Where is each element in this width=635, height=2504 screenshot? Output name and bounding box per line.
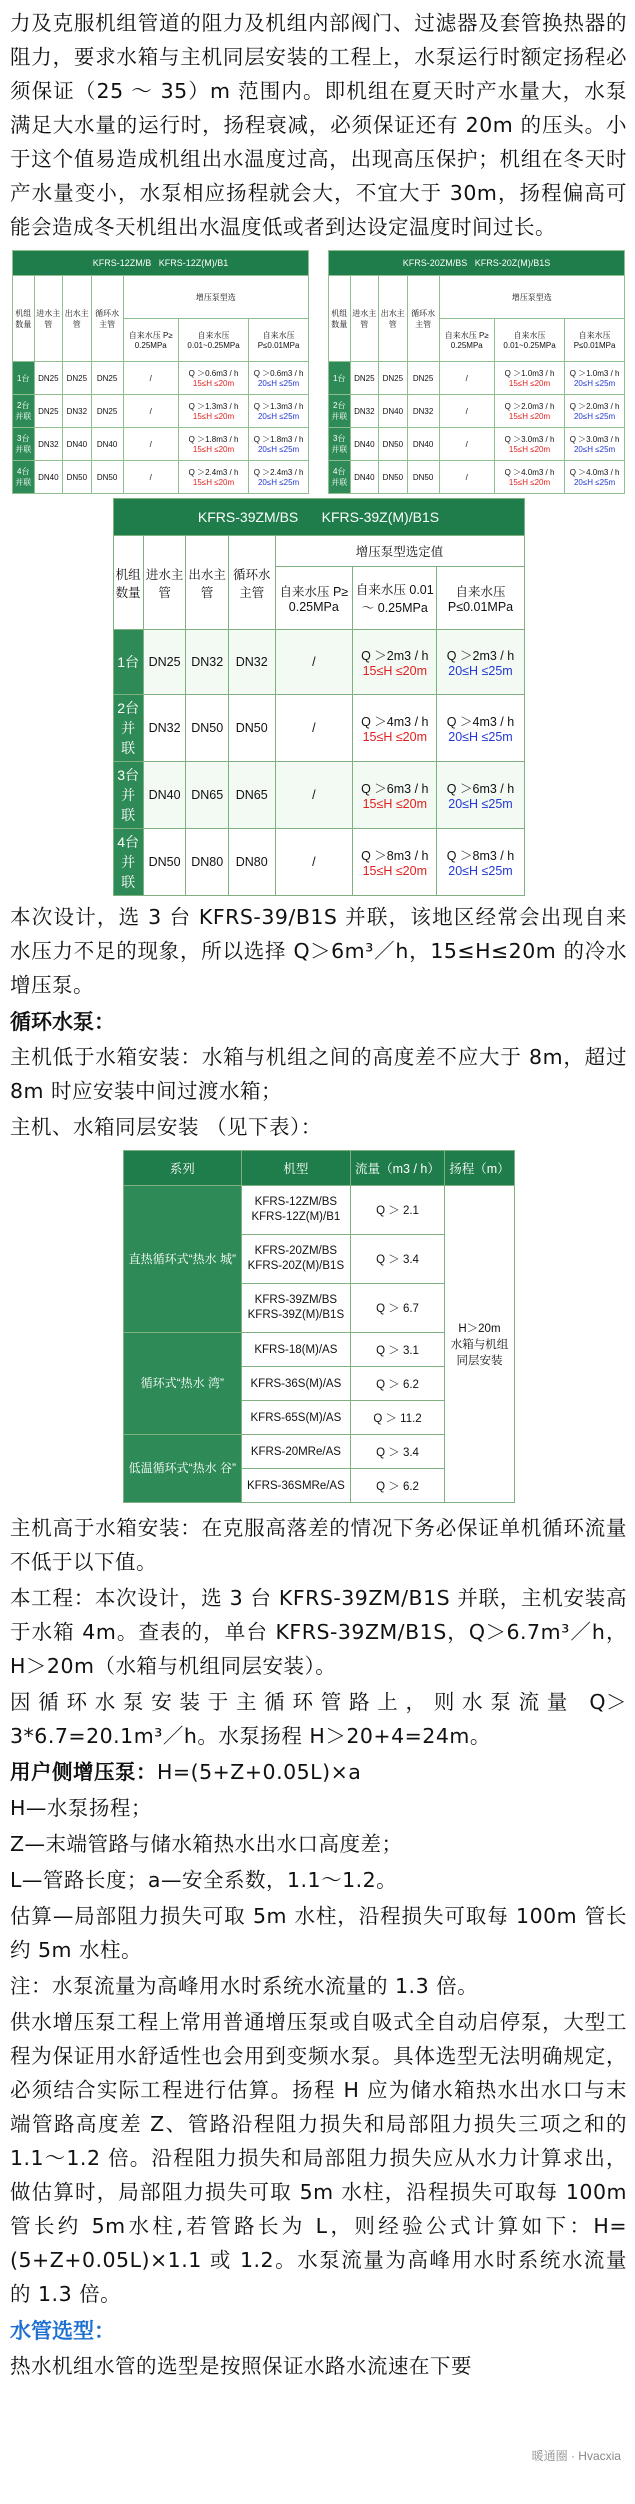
table-title-model: KFRS-12ZM/B — [92, 258, 152, 268]
cell-c-head: 20≤H ≤25m — [257, 478, 300, 487]
cell-c-head: 20≤H ≤25m — [573, 445, 616, 454]
cell-c-flow: Q ＞8m3 / h — [446, 849, 515, 863]
header-in: 进水主管 — [143, 536, 186, 630]
table-row — [329, 428, 625, 461]
big-table-wrap — [10, 498, 627, 896]
series-cell: 循环式“热水 湾” — [123, 1333, 242, 1435]
cell-c — [565, 362, 625, 395]
table-header: 自来水压 P≥ 0.25MPa — [123, 319, 178, 362]
header-pressure-b: 自来水压 0.01～ 0.25MPa — [353, 567, 437, 630]
heading-pipe-selection: 水管选型： — [10, 2319, 115, 2343]
flow-cell: Q ＞ 3.1 — [350, 1333, 445, 1367]
cell-out: DN25 — [63, 362, 92, 395]
cell-a: / — [123, 362, 178, 395]
cell-a: / — [123, 395, 178, 428]
table-row — [329, 395, 625, 428]
cell-out: DN32 — [186, 630, 229, 695]
flow-cell: Q ＞ 6.2 — [350, 1469, 445, 1503]
line-l: L—管路长度；a—安全系数，1.1～1.2。 — [10, 1868, 398, 1892]
table-header: 进水主管 — [350, 276, 379, 362]
header-loop: 循环水主管 — [228, 536, 275, 630]
model-cell: KFRS-20ZM/BS KFRS-20Z(M)/B1S — [242, 1235, 351, 1284]
cell-loop: DN25 — [91, 395, 123, 428]
loop-table-wrap — [10, 1150, 627, 1503]
heading-user-formula: H=(5+Z+0.05L)×a — [157, 1760, 362, 1784]
cell-b — [494, 461, 564, 494]
table-header: 出水主管 — [63, 276, 92, 362]
cell-c-head: 20≤H ≤25m — [573, 478, 616, 487]
cell-c — [565, 395, 625, 428]
cell-c-flow: Q ＞4m3 / h — [446, 715, 515, 729]
cell-loop: DN32 — [228, 630, 275, 695]
table-title-model: KFRS-20ZM/BS — [402, 258, 468, 268]
cell-a: / — [275, 829, 353, 896]
cell-loop: DN50 — [91, 461, 123, 494]
table-header: 循环水主管 — [407, 276, 439, 362]
flow-cell: Q ＞ 3.4 — [350, 1435, 445, 1469]
cell-c-head: 20≤H ≤25m — [448, 797, 513, 811]
cell-loop: DN25 — [91, 362, 123, 395]
row-label: 2台并联 — [329, 395, 351, 428]
cell-a: / — [439, 428, 494, 461]
series-cell: 低温循环式“热水 谷” — [123, 1435, 242, 1503]
line-estimate: 估算—局部阻力损失可取 5m 水柱，沿程损失可取每 100m 管长约 5m 水柱。 — [10, 1904, 627, 1962]
loop-header: 系列 — [123, 1151, 242, 1186]
table-row — [329, 461, 625, 494]
cell-c-flow: Q ＞1.0m3 / h — [569, 369, 620, 378]
table-title-model2: KFRS-39Z(M)/B1S — [321, 509, 440, 525]
table-title-model2: KFRS-20Z(M)/B1S — [474, 258, 551, 268]
cell-b — [494, 395, 564, 428]
cell-c-head: 20≤H ≤25m — [257, 379, 300, 388]
cell-loop: DN40 — [91, 428, 123, 461]
table-row — [113, 829, 524, 896]
table-row — [329, 362, 625, 395]
series-cell: 直热循环式“热水 城” — [123, 1186, 242, 1333]
cell-c — [437, 762, 524, 829]
cell-loop: DN50 — [407, 461, 439, 494]
cell-c-head: 20≤H ≤25m — [257, 445, 300, 454]
table-header: 自来水压 P≥ 0.25MPa — [439, 319, 494, 362]
cell-out: DN50 — [379, 428, 408, 461]
model-cell: KFRS-36S(M)/AS — [242, 1367, 351, 1401]
cell-a: / — [123, 461, 178, 494]
cell-loop: DN65 — [228, 762, 275, 829]
flow-cell: Q ＞ 3.4 — [350, 1235, 445, 1284]
cell-c-flow: Q ＞2m3 / h — [446, 649, 515, 663]
cell-b-head: 15≤H ≤20m — [508, 445, 551, 454]
paragraph-pipe: 热水机组水管的选型是按照保证水路水流速在下要 — [10, 2354, 472, 2378]
cell-b — [353, 630, 437, 695]
cell-in: DN32 — [34, 428, 63, 461]
cell-b-head: 15≤H ≤20m — [192, 379, 235, 388]
cell-b — [353, 762, 437, 829]
cell-a: / — [275, 695, 353, 762]
paragraph-pump-head: 力及克服机组管道的阻力及机组内部阀门、过滤器及套管换热器的阻力，要求水箱与主机同层安装的工程上，水泵运行时额定扬程必须保证（25 ～ 35）m 范围内。即机组在夏天时产水量大，水泵满足大水量的运行时，扬程衰减，必须保证还有 20m 的压头。小于这个值易造成机组出水温度过高，出现高压保护；机组在冬天时产水量变小，水泵相应扬程就会大，不宜大于 30m，扬程偏高可能会造成冬天机组出水温度低或者到达设定温度时间过长。 — [10, 11, 627, 239]
cell-b-head: 15≤H ≤20m — [192, 412, 235, 421]
cell-out: DN40 — [379, 395, 408, 428]
cell-c — [249, 395, 309, 428]
header-pressure-a: 自来水压 P≥ 0.25MPa — [275, 567, 353, 630]
cell-a: / — [123, 428, 178, 461]
cell-b — [178, 395, 248, 428]
cell-loop: DN40 — [407, 428, 439, 461]
cell-b-flow: Q ＞8m3 / h — [361, 849, 429, 863]
cell-in: DN40 — [350, 461, 379, 494]
model-cell: KFRS-36SMRe/AS — [242, 1469, 351, 1503]
cell-c-flow: Q ＞4.0m3 / h — [569, 468, 620, 477]
row-label: 3台并联 — [329, 428, 351, 461]
cell-c-flow: Q ＞3.0m3 / h — [569, 435, 620, 444]
watermark-logo: 暖通圈 · Hvacxia — [531, 2449, 621, 2463]
cell-loop: DN80 — [228, 829, 275, 896]
paragraph-loop-calc: 因循环水泵安装于主循环管路上，则水泵流量 Q＞3*6.7=20.1m³／h。水泵扬程 H＞20+4=24m。 — [10, 1690, 627, 1748]
cell-in: DN25 — [143, 630, 186, 695]
selection-table-20z — [328, 250, 625, 494]
cell-c-flow: Q ＞2.4m3 / h — [253, 468, 304, 477]
table-row — [113, 630, 524, 695]
cell-loop: DN25 — [407, 362, 439, 395]
cell-c-head: 20≤H ≤25m — [448, 730, 513, 744]
model-cell: KFRS-18(M)/AS — [242, 1333, 351, 1367]
table-header: 自来水压 P≤0.01MPa — [565, 319, 625, 362]
paragraph-design-choice: 本次设计，选 3 台 KFRS-39/B1S 并联，该地区经常会出现自来水压力不足的现象，所以选择 Q＞6m³／h，15≤H≤20m 的冷水增压泵。 — [10, 905, 627, 997]
cell-b-flow: Q ＞1.0m3 / h — [504, 369, 555, 378]
row-label: 1台 — [329, 362, 351, 395]
loop-header: 扬程（m） — [445, 1151, 514, 1186]
cell-in: DN40 — [350, 428, 379, 461]
cell-b-head: 15≤H ≤20m — [508, 478, 551, 487]
paragraph-host-above: 主机高于水箱安装：在克服高落差的情况下务必保证单机循环流量不低于以下值。 — [10, 1516, 627, 1574]
flow-cell: Q ＞ 6.2 — [350, 1367, 445, 1401]
cell-c — [565, 461, 625, 494]
cell-a: / — [275, 630, 353, 695]
cell-b-flow: Q ＞4m3 / h — [361, 715, 429, 729]
heading-loop-pump: 循环水泵： — [10, 1010, 115, 1034]
row-label: 1台 — [113, 630, 143, 695]
cell-b — [178, 362, 248, 395]
table-title — [113, 499, 524, 536]
table-row — [13, 395, 309, 428]
header-out: 出水主管 — [186, 536, 229, 630]
cell-b-flow: Q ＞2.4m3 / h — [188, 468, 239, 477]
cell-c — [437, 630, 524, 695]
line-z: Z—末端管路与储水箱热水出水口高度差； — [10, 1832, 403, 1856]
cell-c — [249, 428, 309, 461]
flow-cell: Q ＞ 11.2 — [350, 1401, 445, 1435]
cell-a: / — [439, 395, 494, 428]
loop-header: 流量（m3 / h） — [350, 1151, 445, 1186]
table-row — [13, 461, 309, 494]
cell-b-head: 15≤H ≤20m — [508, 412, 551, 421]
line-h: H—水泵扬程； — [10, 1796, 152, 1820]
cell-a: / — [439, 362, 494, 395]
loop-row — [123, 1186, 514, 1235]
cell-b-head: 15≤H ≤20m — [362, 864, 428, 878]
paragraph-supply-pump: 供水增压泵工程上常用普通增压泵或自吸式全自动启停泵，大型工程为保证用水舒适性也会用到变频水泵。具体选型无法明确规定，必须结合实际工程进行估算。扬程 H 应为储水箱热水出水口与末端管路高度差 Z、管路沿程阻力损失和局部阻力损失三项之和的 1.1～1.2 倍。沿程阻力损失和局部阻力损失应从水力计算求出，做估算时，局部阻力损失可取 5m 水柱，沿程损失可取每 100m 管长约 5m水柱,若管路长为 L，则经验公式计算如下：H=(5+Z+0.05L)×1.1 或 1.2。水泵流量为高峰用水时系统水流量的 1.3 倍。 — [10, 2010, 627, 2306]
cell-b — [178, 461, 248, 494]
cell-c — [249, 461, 309, 494]
table-header: 自来水压 0.01~0.25MPa — [494, 319, 564, 362]
cell-in: DN40 — [143, 762, 186, 829]
row-label: 2台并联 — [113, 695, 143, 762]
cell-c-flow: Q ＞0.6m3 / h — [253, 369, 304, 378]
paragraph-host-below: 主机低于水箱安装：水箱与机组之间的高度差不应大于 8m，超过 8m 时应安装中间过渡水箱； — [10, 1045, 627, 1103]
cell-loop: DN50 — [228, 695, 275, 762]
cell-c-head: 20≤H ≤25m — [448, 864, 513, 878]
cell-in: DN32 — [350, 395, 379, 428]
cell-c — [437, 829, 524, 896]
heading-user-pump-line — [10, 1755, 627, 1789]
table-title-model: KFRS-39ZM/BS — [197, 509, 299, 525]
cell-out: DN25 — [379, 362, 408, 395]
cell-b-flow: Q ＞4.0m3 / h — [504, 468, 555, 477]
cell-in: DN25 — [34, 362, 63, 395]
table-header: 机组数量 — [13, 276, 35, 362]
table-title-model2: KFRS-12Z(M)/B1 — [158, 258, 229, 268]
cell-in: DN25 — [34, 395, 63, 428]
table-header: 循环水主管 — [91, 276, 123, 362]
cell-out: DN50 — [186, 695, 229, 762]
cell-c-head: 20≤H ≤25m — [573, 379, 616, 388]
cell-b-flow: Q ＞2m3 / h — [361, 649, 429, 663]
head-cell: H＞20m 水箱与机组 同层安装 — [445, 1186, 514, 1503]
cell-c-flow: Q ＞6m3 / h — [446, 782, 515, 796]
cell-b — [353, 829, 437, 896]
cell-in: DN40 — [34, 461, 63, 494]
row-label: 4台并联 — [13, 461, 35, 494]
table-title — [13, 251, 309, 276]
small-tables-row — [12, 250, 625, 494]
loop-flow-table — [123, 1150, 515, 1503]
selection-table-12z — [12, 250, 309, 494]
cell-out: DN65 — [186, 762, 229, 829]
cell-c-flow: Q ＞2.0m3 / h — [569, 402, 620, 411]
row-label: 3台并联 — [113, 762, 143, 829]
cell-a: / — [439, 461, 494, 494]
cell-c — [249, 362, 309, 395]
cell-c — [437, 695, 524, 762]
row-label: 4台并联 — [329, 461, 351, 494]
cell-b-head: 15≤H ≤20m — [362, 664, 428, 678]
cell-c-head: 20≤H ≤25m — [448, 664, 513, 678]
cell-b — [494, 428, 564, 461]
cell-b-flow: Q ＞1.3m3 / h — [188, 402, 239, 411]
table-row — [113, 695, 524, 762]
cell-out: DN40 — [63, 428, 92, 461]
table-header: 增压泵型选 — [123, 276, 308, 319]
model-cell: KFRS-20MRe/AS — [242, 1435, 351, 1469]
table-row — [13, 428, 309, 461]
row-label: 4台并联 — [113, 829, 143, 896]
cell-b-flow: Q ＞3.0m3 / h — [504, 435, 555, 444]
table-row — [113, 762, 524, 829]
cell-in: DN32 — [143, 695, 186, 762]
cell-b — [353, 695, 437, 762]
cell-b-flow: Q ＞1.8m3 / h — [188, 435, 239, 444]
model-cell: KFRS-39ZM/BS KFRS-39Z(M)/B1S — [242, 1284, 351, 1333]
cell-c-head: 20≤H ≤25m — [257, 412, 300, 421]
row-label: 1台 — [13, 362, 35, 395]
cell-out: DN80 — [186, 829, 229, 896]
paragraph-project: 本工程：本次设计，选 3 台 KFRS-39ZM/B1S 并联，主机安装高于水箱 4m。查表的，单台 KFRS-39ZM/B1S，Q＞6.7m³／h，H＞20m（水箱与机组同层安装）。 — [10, 1586, 627, 1678]
model-cell: KFRS-65S(M)/AS — [242, 1401, 351, 1435]
table-header: 自来水压 0.01~0.25MPa — [178, 319, 248, 362]
table-header: 机组数量 — [329, 276, 351, 362]
header-pressure-c: 自来水压 P≤0.01MPa — [437, 567, 524, 630]
flow-cell: Q ＞ 2.1 — [350, 1186, 445, 1235]
paragraph-same-floor: 主机、水箱同层安装 （见下表）： — [10, 1115, 322, 1139]
table-header: 出水主管 — [379, 276, 408, 362]
selection-table-39z — [113, 498, 525, 896]
table-title — [329, 251, 625, 276]
model-cell: KFRS-12ZM/BS KFRS-12Z(M)/B1 — [242, 1186, 351, 1235]
cell-out: DN32 — [63, 395, 92, 428]
cell-a: / — [275, 762, 353, 829]
cell-b-head: 15≤H ≤20m — [362, 730, 428, 744]
cell-b-flow: Q ＞0.6m3 / h — [188, 369, 239, 378]
cell-b-head: 15≤H ≤20m — [192, 478, 235, 487]
cell-c-head: 20≤H ≤25m — [573, 412, 616, 421]
cell-b — [494, 362, 564, 395]
cell-b-flow: Q ＞2.0m3 / h — [504, 402, 555, 411]
loop-header: 机型 — [242, 1151, 351, 1186]
cell-c — [565, 428, 625, 461]
table-header: 进水主管 — [34, 276, 63, 362]
table-header: 自来水压 P≤0.01MPa — [249, 319, 309, 362]
table-header: 增压泵型选 — [439, 276, 624, 319]
heading-user-pump: 用户侧增压泵： — [10, 1760, 157, 1784]
cell-in: DN25 — [350, 362, 379, 395]
flow-cell: Q ＞ 6.7 — [350, 1284, 445, 1333]
cell-b-flow: Q ＞6m3 / h — [361, 782, 429, 796]
table-row — [13, 362, 309, 395]
cell-out: DN50 — [379, 461, 408, 494]
row-label: 3台并联 — [13, 428, 35, 461]
line-note: 注：水泵流量为高峰用水时系统水流量的 1.3 倍。 — [10, 1974, 479, 1998]
cell-in: DN50 — [143, 829, 186, 896]
cell-b-head: 15≤H ≤20m — [362, 797, 428, 811]
header-pump: 增压泵型选定值 — [275, 536, 524, 567]
cell-c-flow: Q ＞1.8m3 / h — [253, 435, 304, 444]
header-count: 机组数量 — [113, 536, 143, 630]
cell-out: DN50 — [63, 461, 92, 494]
cell-b-head: 15≤H ≤20m — [508, 379, 551, 388]
row-label: 2台并联 — [13, 395, 35, 428]
cell-b — [178, 428, 248, 461]
cell-loop: DN32 — [407, 395, 439, 428]
cell-b-head: 15≤H ≤20m — [192, 445, 235, 454]
cell-c-flow: Q ＞1.3m3 / h — [253, 402, 304, 411]
